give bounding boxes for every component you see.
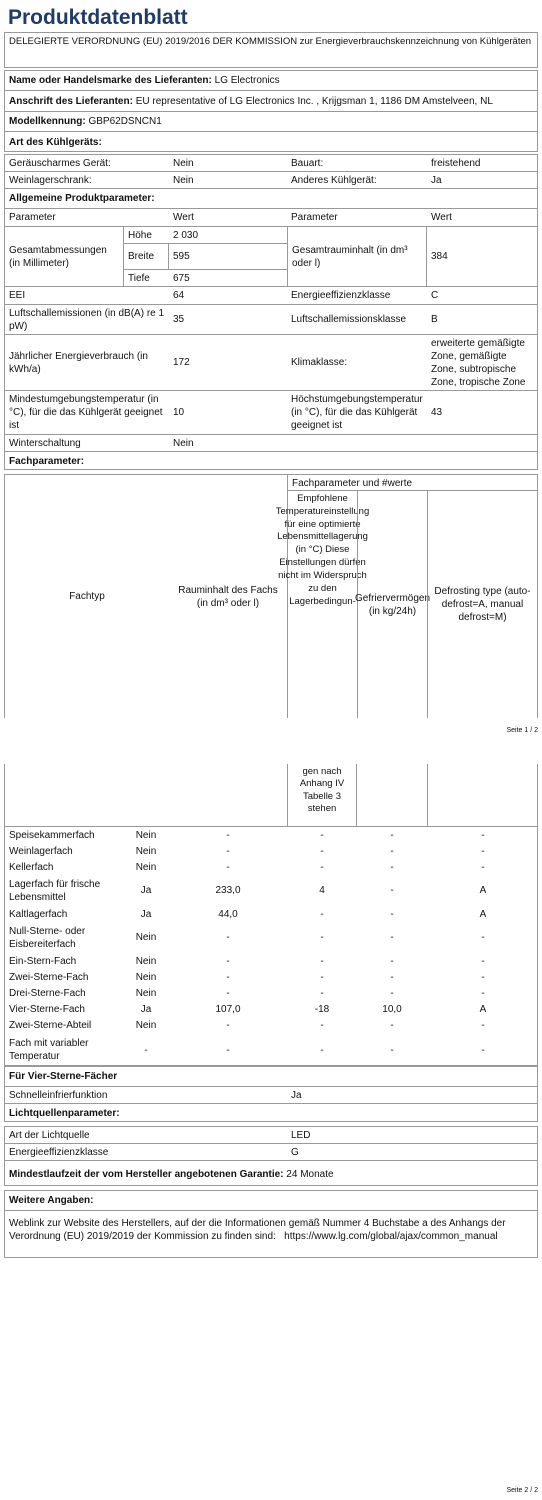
compartment-name: Speisekammerfach <box>9 829 95 841</box>
volume-value: 384 <box>431 251 448 262</box>
supplier-row <box>5 71 537 91</box>
param-label: Luftschallemissionsklasse <box>291 314 407 325</box>
param-value: C <box>431 290 439 301</box>
compartment-name: Ein-Stern-Fach <box>9 955 77 967</box>
table-row <box>5 906 537 922</box>
compartment-value: - <box>320 1044 324 1056</box>
compartment-value: - <box>390 955 394 967</box>
address-row <box>5 91 537 112</box>
column-header: Parameter <box>9 212 56 223</box>
type-value: Ja <box>431 175 442 186</box>
light-class-value: G <box>291 1146 299 1158</box>
section-heading-row <box>5 1067 537 1087</box>
type-heading: Art des Kühlgeräts: <box>9 137 102 148</box>
column-header: Wert <box>431 212 452 223</box>
temperature-header-cont: gen nach Anhang IV Tabelle 3 stehen <box>287 764 357 826</box>
compartment-value: - <box>226 932 230 943</box>
quick-freeze-value: Ja <box>291 1089 302 1101</box>
column-header: Wert <box>173 212 194 223</box>
compartment-value: - <box>226 987 230 999</box>
param-value: 43 <box>431 407 443 418</box>
param-value: 64 <box>173 290 185 301</box>
compartment-value: - <box>390 1044 394 1056</box>
datasheet-page-1 <box>0 0 542 740</box>
compartment-value: Ja <box>140 885 152 896</box>
compartment-value: - <box>226 955 230 967</box>
compartment-value: - <box>226 1044 230 1056</box>
general-params-table <box>4 188 538 470</box>
compartment-value: Nein <box>135 971 157 983</box>
weblink-url[interactable]: https://www.lg.com/global/ajax/common_manual <box>284 1231 498 1242</box>
page-footer: Seite 1 / 2 <box>506 727 538 734</box>
table-row <box>5 953 537 969</box>
compartment-value: A <box>479 885 487 896</box>
regulation-text: DELEGIERTE VERORDNUNG (EU) 2019/2016 DER KOMMISSION zur Energieverbrauchskennzeichnung von Kühlgeräten <box>9 36 532 47</box>
table-header-row <box>5 209 537 227</box>
param-value: B <box>431 314 438 325</box>
param-label: Luftschallemissionen (in dB(A) re 1 pW) <box>9 307 165 332</box>
dimension-key: Breite <box>123 244 169 269</box>
compartment-value: - <box>481 845 485 857</box>
model-value: GBP62DSNCN1 <box>88 116 162 127</box>
compartment-value: - <box>390 829 394 841</box>
dimension-key: Tiefe <box>123 270 169 286</box>
table-row <box>5 969 537 985</box>
compartment-name: Vier-Sterne-Fach <box>9 1003 85 1015</box>
warranty-label: Mindestlaufzeit der vom Hersteller angebotenen Garantie: <box>9 1168 284 1180</box>
compartment-value: 10,0 <box>382 1003 402 1015</box>
param-value: 10 <box>173 407 185 418</box>
param-value: Nein <box>173 437 194 449</box>
supplier-label: Name oder Handelsmarke des Lieferanten: <box>9 75 212 86</box>
compartment-name: Fach mit variabler Temperatur <box>9 1038 89 1062</box>
compartment-name: Drei-Sterne-Fach <box>9 987 86 999</box>
section-heading-row <box>5 1104 537 1123</box>
compartment-value: - <box>320 1019 324 1031</box>
type-label: Weinlagerschrank: <box>9 175 92 186</box>
compartment-value: - <box>226 1019 230 1031</box>
table-row <box>5 875 537 906</box>
compartment-value: Nein <box>135 987 157 999</box>
compartment-value: - <box>390 1019 394 1031</box>
compartment-name: Weinlagerfach <box>9 845 73 857</box>
more-info-table <box>4 1190 538 1258</box>
type-value: Nein <box>173 157 194 169</box>
compartment-value: - <box>390 861 394 873</box>
compartment-value: - <box>320 861 324 873</box>
address-value: EU representative of LG Electronics Inc. , Krijgsman 1, 1186 DM Amstelveen, NL <box>135 95 493 107</box>
more-heading: Weitere Angaben: <box>9 1195 94 1206</box>
compartment-value: - <box>390 885 394 896</box>
table-row <box>5 1144 537 1161</box>
param-value: 35 <box>173 314 185 325</box>
table-row <box>5 1033 537 1067</box>
dimension-value: 675 <box>173 272 190 284</box>
compartment-value: - <box>226 829 230 841</box>
regulation-box <box>4 32 538 68</box>
compartment-value: 44,0 <box>218 908 238 920</box>
four-star-heading: Für Vier-Sterne-Fächer <box>9 1071 118 1082</box>
compartment-value: 4 <box>319 885 325 896</box>
compartment-value: - <box>390 845 394 857</box>
column-header: Parameter <box>291 212 338 223</box>
four-star-table <box>4 1066 538 1122</box>
table-row <box>5 287 537 305</box>
model-row <box>5 112 537 132</box>
compartment-value: -18 <box>314 1003 330 1015</box>
compartment-name: Zwei-Sterne-Fach <box>9 971 89 983</box>
address-label: Anschrift des Lieferanten: <box>9 95 133 107</box>
type-heading-row <box>5 132 537 153</box>
compartment-value: - <box>144 1044 148 1056</box>
page-title: Produktdatenblatt <box>8 6 188 29</box>
compartment-name: Kellerfach <box>9 861 54 873</box>
table-row <box>5 172 537 189</box>
compartment-name: Lagerfach für frische Lebensmittel <box>9 878 101 903</box>
type-label: Geräuscharmes Gerät: <box>9 157 111 169</box>
light-table <box>4 1126 538 1186</box>
table-row <box>5 305 537 335</box>
datasheet-page-2 <box>0 762 542 1500</box>
table-row <box>5 391 537 435</box>
compartment-value: Nein <box>135 955 157 967</box>
table-row <box>5 435 537 452</box>
dimensions-label: Gesamtabmessungen (in Millimeter) <box>9 244 107 269</box>
param-label: Energieeffizienzklasse <box>291 290 391 301</box>
fach-group-header: Fachparameter und #werte <box>287 475 537 491</box>
compartment-value: Nein <box>135 1019 157 1031</box>
dimension-key: Höhe <box>123 227 169 243</box>
fachtyp-header: Fachtyp <box>69 591 105 602</box>
compartment-value: - <box>481 955 485 967</box>
table-row <box>5 827 537 843</box>
temperature-header: Empfohlene Temperatureinstellung für eine optimierte Lebensmittellagerung (in °C) Diese Einstellungen dürfen nicht im Widerspruch zu den Lagerbedingun- <box>287 491 357 718</box>
compartment-value: - <box>390 908 394 920</box>
param-value: 172 <box>173 357 190 368</box>
compartment-name: Kaltlagerfach <box>9 908 68 920</box>
light-type-label: Art der Lichtquelle <box>9 1129 90 1141</box>
warranty-row <box>5 1161 537 1187</box>
compartment-value: - <box>481 829 485 841</box>
compartment-value: - <box>481 987 485 999</box>
compartment-value: - <box>390 987 394 999</box>
compartment-value: A <box>479 908 487 920</box>
warranty-value: 24 Monate <box>286 1168 334 1180</box>
page-footer: Seite 2 / 2 <box>506 1487 538 1494</box>
param-label: Winterschaltung <box>9 437 81 449</box>
freeze-capacity-header: Gefriervermögen (in kg/24h) <box>357 491 427 718</box>
fach-header-continuation <box>4 764 538 826</box>
section-heading-row <box>5 452 537 471</box>
compartment-value: Nein <box>135 829 157 841</box>
param-label: Jährlicher Energieverbrauch (in kWh/a) <box>9 350 148 375</box>
light-heading: Lichtquellenparameter: <box>9 1108 120 1119</box>
compartment-value: - <box>320 971 324 983</box>
compartment-value: - <box>481 1019 485 1031</box>
dimensions-subtable <box>123 227 287 286</box>
dimension-value: 595 <box>173 251 190 262</box>
param-label: Höchstumgebungstemperatur (in °C), für die das Kühlgerät geeignet ist <box>291 394 423 431</box>
table-row <box>5 1017 537 1033</box>
table-row <box>5 155 537 172</box>
type-value: Nein <box>173 175 194 186</box>
compartment-value: - <box>481 932 485 943</box>
compartment-value: Ja <box>140 1003 152 1015</box>
volume-label: Gesamtrauminhalt (in dm³ oder l) <box>287 227 427 286</box>
table-row <box>5 922 537 953</box>
table-row <box>5 1127 537 1144</box>
param-label: Mindestumgebungstemperatur (in °C), für die das Kühlgerät geeignet ist <box>9 394 163 431</box>
section-heading-row <box>5 1191 537 1211</box>
compartment-value: Nein <box>135 861 157 873</box>
param-label: EEI <box>9 290 26 301</box>
compartment-value: - <box>390 932 394 943</box>
model-label: Modellkennung: <box>9 116 86 127</box>
compartment-value: - <box>226 971 230 983</box>
compartment-table <box>4 826 538 1066</box>
compartment-value: Ja <box>140 908 152 920</box>
compartment-name: Zwei-Sterne-Abteil <box>9 1019 92 1031</box>
table-row <box>5 1001 537 1017</box>
weblink-text: Weblink zur Website des Herstellers, auf der die Informationen gemäß Nummer 4 Buchstabe a des Anhangs der Verordnung (EU) 2019/2019 der Kommission zu finden sind: <box>9 1218 506 1242</box>
weblink-row <box>5 1211 537 1257</box>
compartment-value: A <box>479 1003 487 1015</box>
table-row <box>5 859 537 875</box>
dimension-value: 2 030 <box>173 229 199 241</box>
compartment-value: - <box>226 845 230 857</box>
table-row <box>5 985 537 1001</box>
dimensions-row <box>5 227 537 287</box>
table-row <box>5 335 537 391</box>
general-heading: Allgemeine Produktparameter: <box>9 193 155 204</box>
compartment-name: Null-Sterne- oder Eisbereiterfach <box>9 925 86 950</box>
table-row <box>5 843 537 859</box>
compartment-value: - <box>481 971 485 983</box>
type-label: Anderes Kühlgerät: <box>291 175 377 186</box>
compartment-value: - <box>226 861 230 873</box>
light-type-value: LED <box>291 1129 311 1141</box>
compartment-value: - <box>320 955 324 967</box>
compartment-value: - <box>481 861 485 873</box>
compartment-value: - <box>320 987 324 999</box>
compartment-value: - <box>320 829 324 841</box>
fach-header-table <box>4 474 538 718</box>
compartment-value: Nein <box>135 932 157 943</box>
supplier-value: LG Electronics <box>214 75 280 86</box>
compartment-value: - <box>390 971 394 983</box>
compartment-value: - <box>320 908 324 920</box>
quick-freeze-label: Schnelleinfrierfunktion <box>9 1089 108 1101</box>
defrost-header: Defrosting type (auto-defrost=A, manual defrost=M) <box>427 491 537 718</box>
param-label: Klimaklasse: <box>291 357 348 368</box>
section-heading-row <box>5 189 537 209</box>
volume-header: Rauminhalt des Fachs (in dm³ oder l) <box>178 584 278 609</box>
device-type-table <box>4 154 538 188</box>
type-value: freistehend <box>431 157 481 169</box>
param-value: erweiterte gemäßigte Zone, gemäßigte Zone, subtropische Zone, tropische Zone <box>431 337 526 388</box>
compartment-value: - <box>320 932 324 943</box>
fach-heading: Fachparameter: <box>9 456 85 467</box>
type-label: Bauart: <box>291 157 324 169</box>
compartment-value: 233,0 <box>215 885 241 896</box>
compartment-value: - <box>481 1044 485 1056</box>
compartment-value: - <box>320 845 324 857</box>
supplier-box <box>4 70 538 152</box>
light-class-label: Energieeffizienzklasse <box>9 1146 109 1158</box>
compartment-value: Nein <box>135 845 157 857</box>
table-row <box>5 1087 537 1104</box>
compartment-value: 107,0 <box>215 1003 241 1015</box>
